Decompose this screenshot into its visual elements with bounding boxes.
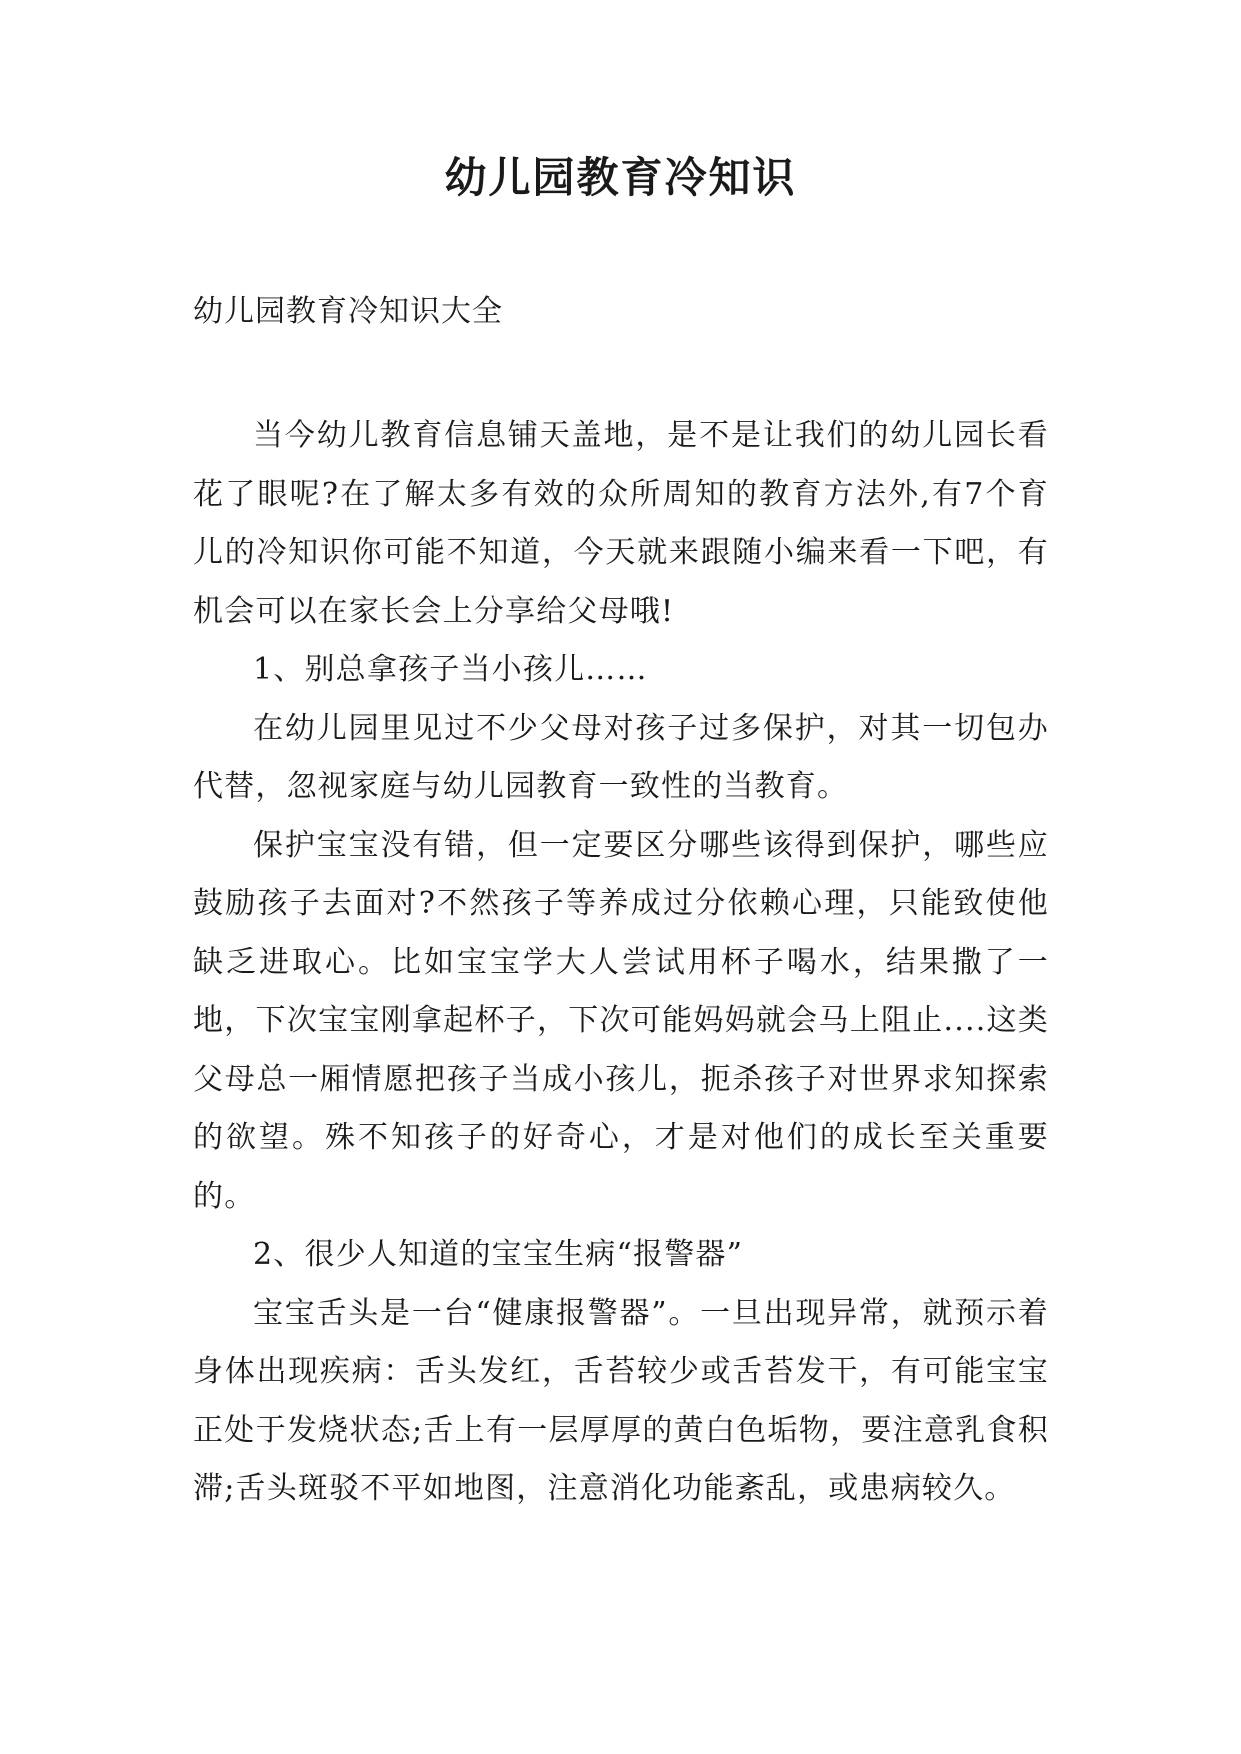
document-body: [193, 407, 1049, 1519]
body-paragraph: 保护宝宝没有错，但一定要区分哪些该得到保护，哪些应鼓励孩子去面对?不然孩子等养成过分依赖心理，只能致使他缺乏进取心。比如宝宝学大人尝试用杯子喝水，结果撒了一地，下次宝宝刚拿起杯子，下次可能妈妈就会马上阻止....这类父母总一厢情愿把孩子当成小孩儿，扼杀孩子对世界求知探索的欲望。殊不知孩子的好奇心，才是对他们的成长至关重要的。: [193, 827, 1049, 1214]
document-subtitle: 幼儿园教育冷知识大全: [193, 294, 503, 329]
section-heading-2: 2、很少人知道的宝宝生病“报警器”: [253, 1237, 744, 1272]
intro-paragraph: 当今幼儿教育信息铺天盖地，是不是让我们的幼儿园长看花了眼呢?在了解太多有效的众所周知的教育方法外,有7个育儿的冷知识你可能不知道，今天就来跟随小编来看一下吧，有机会可以在家长会上分享给父母哦!: [193, 418, 1049, 629]
document-title: 幼儿园教育冷知识: [444, 153, 797, 202]
body-paragraph: 在幼儿园里见过不少父母对孩子过多保护，对其一切包办代替，忽视家庭与幼儿园教育一致性的当教育。: [193, 710, 1049, 804]
body-paragraph: 宝宝舌头是一台“健康报警器”。一旦出现异常，就预示着身体出现疾病：舌头发红，舌苔较少或舌苔发干，有可能宝宝正处于发烧状态;舌上有一层厚厚的黄白色垢物，要注意乳食积滞;舌头斑驳不平如地图，注意消化功能紊乱，或患病较久。: [193, 1295, 1049, 1506]
section-heading-1: 1、别总拿孩子当小孩儿……: [253, 652, 648, 687]
